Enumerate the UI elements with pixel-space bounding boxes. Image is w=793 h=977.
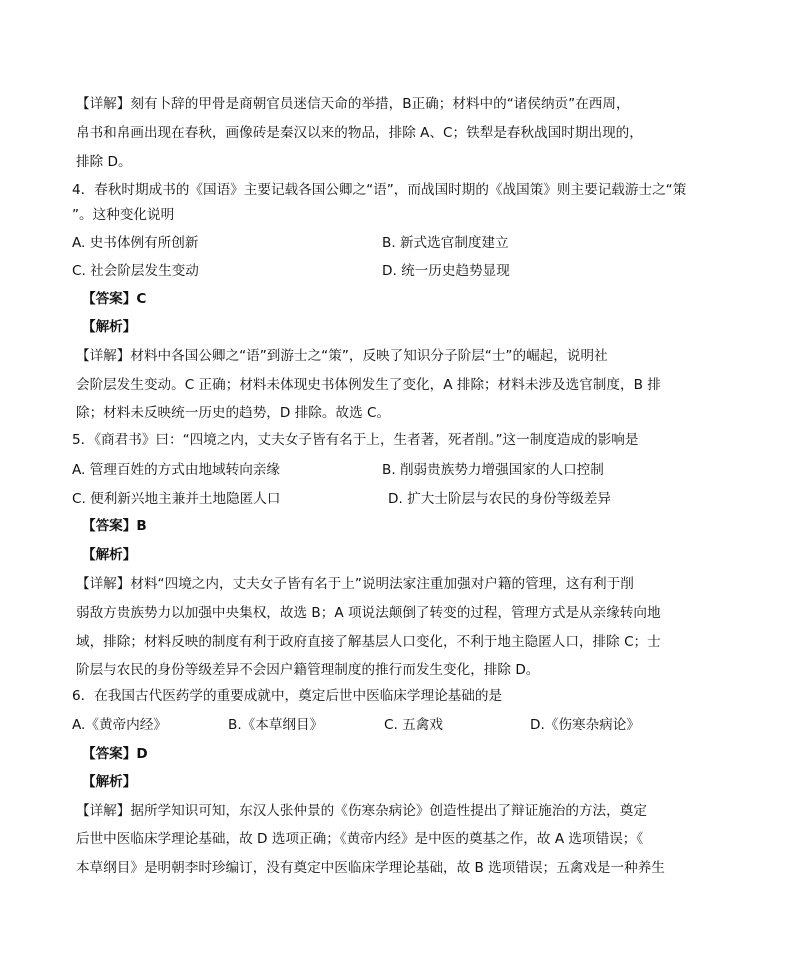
q4-option-c: C. 社会阶层发生变动 — [72, 263, 199, 279]
q5-detail-line-2: 弱敌方贵族势力以加强中央集权，故选 B；A 项说法颠倒了转变的过程，管理方式是从亲缘转向地 — [76, 605, 661, 621]
q6-stem: 6．在我国古代医药学的重要成就中，奠定后世中医临床学理论基础的是 — [72, 688, 503, 704]
q3-detail-line-1: 【详解】刻有卜辞的甲骨是商朝官员迷信天命的举措，B正确；材料中的“诸侯纳贡”在西周， — [76, 96, 630, 112]
q6-option-d: D.《伤寒杂病论》 — [530, 717, 640, 733]
q5-option-a: A. 管理百姓的方式由地域转向亲缘 — [72, 462, 281, 478]
q4-detail-line-2: 会阶层发生变动。C 正确；材料未体现史书体例发生了变化，A 排除；材料未涉及选官制度，B 排 — [76, 377, 661, 393]
q4-stem-line-2: ”。这种变化说明 — [72, 207, 175, 223]
q5-option-d: D. 扩大士阶层与农民的身份等级差异 — [388, 491, 612, 507]
q4-detail-line-1: 【详解】材料中各国公卿之“语”到游士之“策”，反映了知识分子阶层“士”的崛起，说明社 — [76, 348, 608, 364]
q6-option-c: C. 五禽戏 — [384, 717, 443, 733]
q5-analysis-heading: 【解析】 — [82, 547, 137, 563]
q5-detail-line-1: 【详解】材料“四境之内，丈夫女子皆有名于上”说明法家注重加强对户籍的管理，这有利于削 — [76, 576, 634, 592]
q4-option-a: A. 史书体例有所创新 — [72, 235, 199, 251]
q6-answer: 【答案】D — [82, 746, 148, 762]
q6-detail-line-3: 本草纲目》是明朝李时珍编订，没有奠定中医临床学理论基础，故 B 选项错误；五禽戏是一种养生 — [76, 860, 665, 876]
q6-option-a: A.《黄帝内经》 — [72, 717, 167, 733]
q6-detail-line-2: 后世中医临床学理论基础，故 D 选项正确；《黄帝内经》是中医的奠基之作，故 A 选项错误；《 — [76, 831, 644, 847]
q3-detail-line-3: 排除 D。 — [76, 154, 132, 170]
q4-option-d: D. 统一历史趋势显现 — [382, 263, 510, 279]
q4-detail-line-3: 除；材料未反映统一历史的趋势，D 排除。故选 C。 — [76, 405, 391, 421]
q3-detail-line-2: 帛书和帛画出现在春秋，画像砖是秦汉以来的物品，排除 A、C；铁犁是春秋战国时期出现的， — [76, 125, 643, 141]
q6-detail-line-1: 【详解】据所学知识可知，东汉人张仲景的《伤寒杂病论》创造性提出了辩证施治的方法，奠定 — [76, 803, 647, 819]
q4-option-b: B. 新式选官制度建立 — [382, 235, 509, 251]
q5-option-b: B. 削弱贵族势力增强国家的人口控制 — [382, 462, 604, 478]
q5-option-c: C. 便利新兴地主兼并土地隐匿人口 — [72, 491, 281, 507]
q4-analysis-heading: 【解析】 — [82, 319, 137, 335]
q5-answer: 【答案】B — [82, 518, 147, 534]
q6-analysis-heading: 【解析】 — [82, 774, 137, 790]
q4-answer: 【答案】C — [82, 291, 147, 307]
q6-option-b: B.《本草纲目》 — [228, 717, 324, 733]
q4-stem-line-1: 4．春秋时期成书的《国语》主要记载各国公卿之“语”，而战国时期的《战国策》则主要记载游士之“策 — [72, 182, 687, 198]
q5-stem: 5．《商君书》曰：“四境之内，丈夫女子皆有名于上，生者著，死者削。”这一制度造成的影响是 — [72, 432, 639, 448]
q5-detail-line-3: 域，排除；材料反映的制度有利于政府直接了解基层人口变化，不利于地主隐匿人口，排除 C；士 — [76, 634, 661, 650]
q5-detail-line-4: 阶层与农民的身份等级差异不会因户籍管理制度的推行而发生变化，排除 D。 — [76, 662, 540, 678]
